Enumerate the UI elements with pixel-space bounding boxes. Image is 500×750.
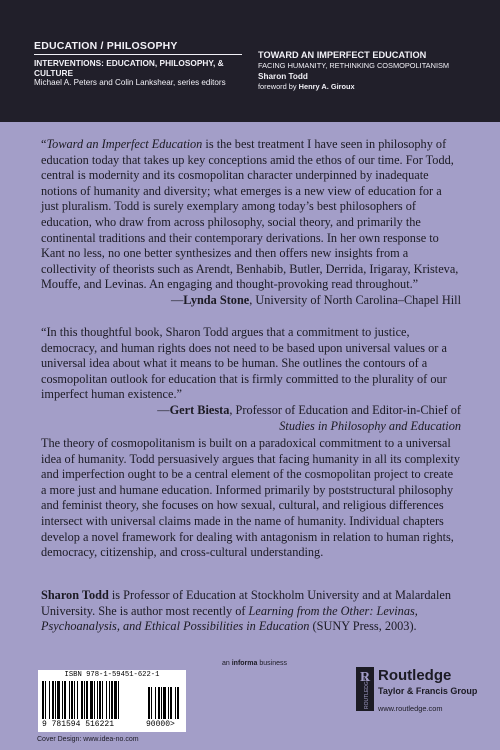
barcode-addon-bar bbox=[177, 687, 179, 719]
publisher-name: Routledge bbox=[378, 667, 452, 684]
barcode-bar bbox=[45, 681, 46, 719]
barcode-addon-bar bbox=[175, 687, 176, 719]
endorsement-stone bbox=[41, 137, 461, 309]
barcode-addon-bar bbox=[168, 687, 169, 719]
logo-letter: R bbox=[359, 670, 371, 685]
barcode-bar bbox=[52, 681, 54, 719]
barcode-addon-bar bbox=[158, 687, 160, 719]
barcode-bar bbox=[99, 681, 101, 719]
isbn-text: ISBN 978-1-59451-622-1 bbox=[64, 671, 160, 679]
barcode-number: 9 781594 516221 bbox=[42, 720, 115, 729]
informa-suffix: business bbox=[257, 660, 287, 667]
barcode-bar bbox=[111, 681, 113, 719]
title-block bbox=[258, 50, 488, 91]
barcode-bar bbox=[102, 681, 103, 719]
barcode-bar bbox=[97, 681, 98, 719]
barcode-addon-bar bbox=[151, 687, 152, 719]
barcode-bar bbox=[71, 681, 73, 719]
endorsement-biesta bbox=[41, 325, 461, 434]
barcode-bar bbox=[62, 681, 63, 719]
barcode-bar bbox=[69, 681, 70, 719]
series-block bbox=[34, 40, 244, 88]
book-title: TOWARD AN IMPERFECT EDUCATION bbox=[258, 50, 427, 60]
barcode-bar bbox=[57, 681, 60, 719]
barcode-bar bbox=[106, 681, 107, 719]
publisher-group: Taylor & Francis Group bbox=[378, 686, 478, 696]
barcode-bar bbox=[49, 681, 50, 719]
informa-label bbox=[222, 660, 287, 667]
barcode-bars bbox=[42, 681, 182, 719]
barcode-addon-bar bbox=[170, 687, 172, 719]
barcode-bar bbox=[86, 681, 88, 719]
barcode-bar bbox=[90, 681, 93, 719]
barcode-bar bbox=[114, 681, 117, 719]
barcode-price: 90000> bbox=[146, 720, 175, 729]
category-label: EDUCATION / PHILOSOPHY bbox=[34, 40, 242, 55]
endorsement-biesta-attribution bbox=[41, 403, 461, 434]
series-editors: Michael A. Peters and Colin Lankshear, series editors bbox=[34, 78, 226, 87]
routledge-logo bbox=[356, 667, 374, 711]
barcode-bar bbox=[77, 681, 78, 719]
barcode-addon-bar bbox=[148, 687, 150, 719]
barcode-bar bbox=[84, 681, 85, 719]
foreword-line bbox=[258, 82, 488, 91]
endorser-affiliation: , University of North Carolina–Chapel Hill bbox=[249, 292, 461, 307]
barcode-addon-bar bbox=[161, 687, 162, 719]
bio-text: is Professor of Education at Stockholm University and at Malardalen University. She is author most recently of bbox=[41, 588, 451, 618]
bio-author-name: Sharon Todd bbox=[41, 588, 109, 602]
isbn-barcode bbox=[38, 670, 186, 732]
foreword-prefix: foreword by bbox=[258, 82, 299, 91]
cover-design-credit: Cover Design: www.idea-no.com bbox=[37, 736, 139, 743]
bio-book-title: Learning from the Other: Levinas, Psychoanalysis, and Ethical Possibilities in Education bbox=[41, 603, 418, 634]
endorser-name: Lynda Stone bbox=[183, 292, 250, 307]
barcode-bar bbox=[55, 681, 56, 719]
barcode-addon-bar bbox=[155, 687, 156, 719]
informa-prefix: an bbox=[222, 660, 232, 667]
quote-open-mark: “ bbox=[41, 137, 47, 151]
barcode-bar bbox=[118, 681, 119, 719]
attrib-dash: — bbox=[171, 292, 184, 307]
quoted-book-title: Toward an Imperfect Education bbox=[46, 137, 203, 151]
book-description: The theory of cosmopolitanism is built on a paradoxical commitment to a universal idea of humanity. Todd persuasively argues that facing humanity in all its complexity and imperfection ought to be a central element of the cosmopolitan project to create a more just and humane education. Informed primarily by poststructural philosophy and feminist theory, she focuses on how sexual, cultural, and religious differences intersect with universal claims made in the name of humanity. Individual chapters develop a novel framework for dealing with antagonism in relation to human rights, democracy, citizenship, and cross-cultural understanding. bbox=[41, 436, 460, 560]
publisher-url: www.routledge.com bbox=[378, 704, 443, 713]
barcode-bar bbox=[74, 681, 75, 719]
book-subtitle: FACING HUMANITY, RETHINKING COSMOPOLITANISM bbox=[258, 61, 450, 70]
barcode-bar bbox=[42, 681, 44, 719]
barcode-bar bbox=[109, 681, 110, 719]
endorsement-stone-attribution bbox=[41, 293, 461, 309]
barcode-bar bbox=[81, 681, 83, 719]
informa-brand: informa bbox=[231, 660, 258, 667]
author-bio bbox=[41, 588, 461, 635]
foreword-author: Henry A. Giroux bbox=[298, 82, 355, 91]
series-title: INTERVENTIONS: EDUCATION, PHILOSOPHY, & CULTURE bbox=[34, 58, 224, 78]
endorsement-biesta-text: “In this thoughtful book, Sharon Todd argues that a commitment to justice, democracy, and human rights does not need to be based upon universal values or a universal idea about what it means to be human. She outlines the contours of a cosmopolitan outlook for education that is firmly committed to the plurality of our imperfect human existence.” bbox=[41, 325, 447, 402]
endorser-affiliation: , Professor of Education and Editor-in-Chief of bbox=[229, 402, 461, 417]
endorser-name: Gert Biesta bbox=[169, 402, 230, 417]
endorsement-stone-text bbox=[41, 137, 461, 293]
author-name: Sharon Todd bbox=[258, 72, 308, 81]
bio-end: (SUNY Press, 2003). bbox=[309, 619, 417, 634]
attrib-dash: — bbox=[157, 402, 170, 417]
barcode-bar bbox=[64, 681, 66, 719]
header-band bbox=[0, 0, 500, 122]
endorsement-stone-body: is the best treatment I have seen in philosophy of education today that takes up key conceptions amid the ethos of our time. For Todd, central is modernity and its cosmopolitan character underpinned by inadequate notions of humanity and diversity; what emerges is a new view of education for a just pluralism. Todd is surely exemplary among today’s best philosophers of education, who draw from across philosophy, social theory, and primarily the continental traditions and their contemporary derivations. In her own response to Kant no less, no one better synthesizes and then offers new insights from a collectivity of theorists such as Arendt, Benhabib, Butler, Derrida, Irigaray, Kristeva, Mouffe, and Levinas. An engaging and thought-provoking read throughout.” bbox=[41, 137, 459, 292]
logo-vertical-text: ROUTLEDGE bbox=[364, 677, 370, 709]
barcode-addon-bar bbox=[163, 687, 166, 719]
barcode-bar bbox=[94, 681, 95, 719]
endorser-journal: Studies in Philosophy and Education bbox=[279, 418, 461, 433]
